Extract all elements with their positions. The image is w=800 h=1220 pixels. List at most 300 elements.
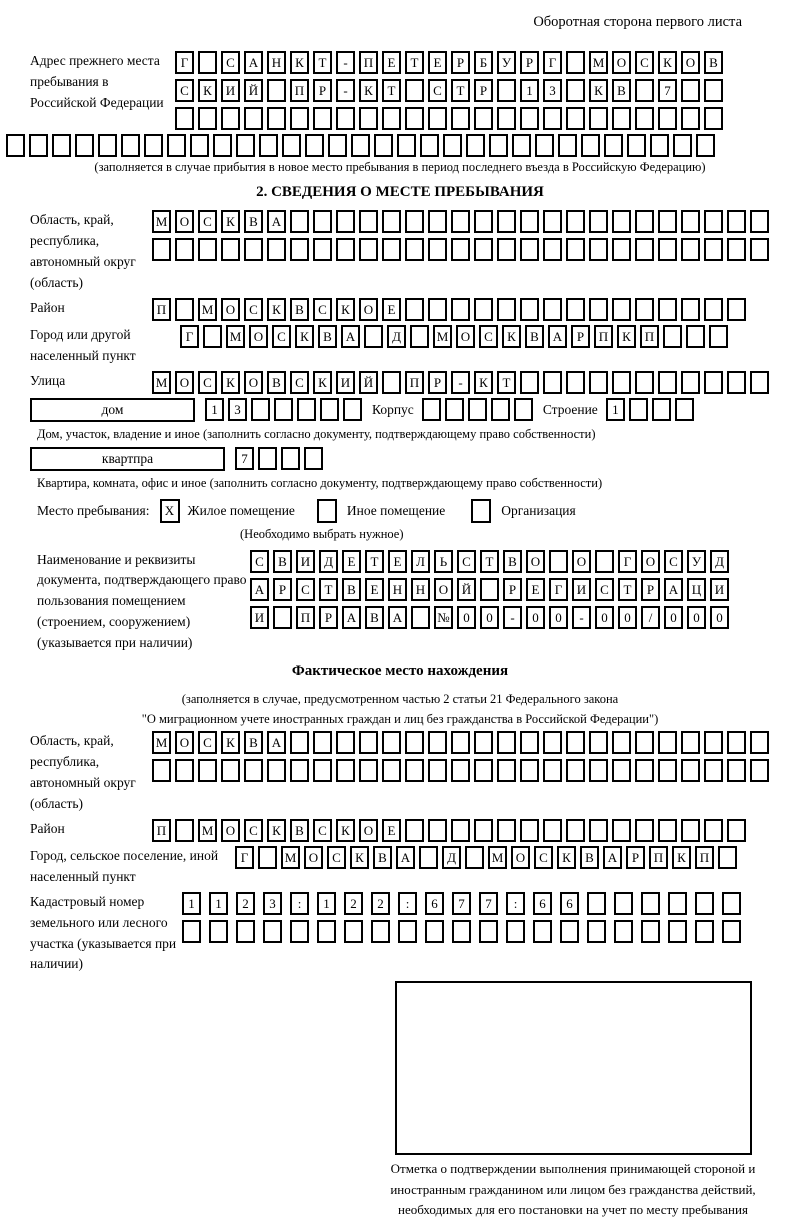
char-cell[interactable] (451, 210, 470, 233)
char-cell[interactable] (451, 759, 470, 782)
char-cell[interactable]: Т (405, 51, 424, 74)
char-cell[interactable]: Т (313, 51, 332, 74)
char-cell[interactable]: 3 (228, 398, 247, 421)
char-cell[interactable] (686, 325, 705, 348)
char-cell[interactable] (533, 920, 552, 943)
char-cell[interactable] (750, 731, 769, 754)
char-cell[interactable] (750, 759, 769, 782)
char-cell[interactable]: 3 (543, 79, 562, 102)
char-cell[interactable] (175, 819, 194, 842)
char-cell[interactable]: К (295, 325, 314, 348)
char-cell[interactable] (359, 759, 378, 782)
char-cell[interactable] (428, 210, 447, 233)
char-cell[interactable] (6, 134, 25, 157)
char-cell[interactable] (727, 210, 746, 233)
char-cell[interactable]: П (296, 606, 315, 629)
char-cell[interactable]: М (226, 325, 245, 348)
char-cell[interactable]: В (525, 325, 544, 348)
char-cell[interactable]: П (290, 79, 309, 102)
char-cell[interactable] (209, 920, 228, 943)
residence-checkbox-org[interactable] (471, 499, 491, 523)
char-cell[interactable]: К (267, 298, 286, 321)
char-cell[interactable]: А (396, 846, 415, 869)
char-cell[interactable] (543, 238, 562, 261)
char-cell[interactable] (344, 920, 363, 943)
char-cell[interactable] (274, 398, 293, 421)
char-cell[interactable] (359, 731, 378, 754)
char-cell[interactable] (520, 819, 539, 842)
char-cell[interactable]: - (336, 79, 355, 102)
char-cell[interactable]: С (534, 846, 553, 869)
char-cell[interactable]: Р (503, 578, 522, 601)
char-cell[interactable] (175, 759, 194, 782)
char-cell[interactable] (52, 134, 71, 157)
char-cell[interactable] (152, 759, 171, 782)
char-cell[interactable] (167, 134, 186, 157)
char-cell[interactable]: Н (411, 578, 430, 601)
char-cell[interactable] (635, 79, 654, 102)
char-cell[interactable]: Е (382, 819, 401, 842)
char-cell[interactable]: С (272, 325, 291, 348)
char-cell[interactable]: В (244, 731, 263, 754)
char-cell[interactable]: К (290, 51, 309, 74)
char-cell[interactable] (281, 447, 300, 470)
char-cell[interactable] (635, 210, 654, 233)
char-cell[interactable] (236, 920, 255, 943)
char-cell[interactable] (273, 606, 292, 629)
char-cell[interactable] (282, 134, 301, 157)
char-cell[interactable] (474, 238, 493, 261)
char-cell[interactable] (244, 107, 263, 130)
char-cell[interactable]: А (342, 606, 361, 629)
char-cell[interactable] (144, 134, 163, 157)
char-cell[interactable] (658, 210, 677, 233)
char-cell[interactable] (589, 759, 608, 782)
char-cell[interactable]: 7 (479, 892, 498, 915)
char-cell[interactable]: Д (387, 325, 406, 348)
char-cell[interactable]: Н (267, 51, 286, 74)
char-cell[interactable] (98, 134, 117, 157)
char-cell[interactable] (474, 819, 493, 842)
char-cell[interactable]: Е (382, 298, 401, 321)
char-cell[interactable] (297, 398, 316, 421)
char-cell[interactable]: О (511, 846, 530, 869)
char-cell[interactable] (681, 819, 700, 842)
char-cell[interactable] (474, 759, 493, 782)
char-cell[interactable] (251, 398, 270, 421)
char-cell[interactable] (635, 731, 654, 754)
char-cell[interactable] (612, 107, 631, 130)
char-cell[interactable] (549, 550, 568, 573)
char-cell[interactable] (566, 819, 585, 842)
apartment-type-box[interactable]: квартпра (30, 447, 225, 471)
char-cell[interactable]: 0 (664, 606, 683, 629)
char-cell[interactable]: 0 (618, 606, 637, 629)
char-cell[interactable] (614, 892, 633, 915)
char-cell[interactable]: М (198, 298, 217, 321)
char-cell[interactable]: О (359, 298, 378, 321)
char-cell[interactable] (560, 920, 579, 943)
char-cell[interactable] (681, 759, 700, 782)
char-cell[interactable] (658, 759, 677, 782)
char-cell[interactable]: Е (382, 51, 401, 74)
char-cell[interactable]: С (479, 325, 498, 348)
char-cell[interactable] (221, 759, 240, 782)
char-cell[interactable] (604, 134, 623, 157)
char-cell[interactable] (474, 298, 493, 321)
char-cell[interactable] (543, 371, 562, 394)
char-cell[interactable] (566, 210, 585, 233)
char-cell[interactable]: С (313, 819, 332, 842)
char-cell[interactable] (425, 920, 444, 943)
char-cell[interactable]: М (589, 51, 608, 74)
char-cell[interactable] (612, 371, 631, 394)
char-cell[interactable] (629, 398, 648, 421)
char-cell[interactable]: С (250, 550, 269, 573)
char-cell[interactable]: М (152, 210, 171, 233)
char-cell[interactable]: 2 (371, 892, 390, 915)
char-cell[interactable] (587, 892, 606, 915)
char-cell[interactable] (382, 238, 401, 261)
char-cell[interactable]: Р (520, 51, 539, 74)
char-cell[interactable] (543, 107, 562, 130)
char-cell[interactable]: О (572, 550, 591, 573)
char-cell[interactable]: В (290, 298, 309, 321)
char-cell[interactable]: Б (474, 51, 493, 74)
char-cell[interactable] (681, 371, 700, 394)
char-cell[interactable]: Т (365, 550, 384, 573)
char-cell[interactable] (635, 759, 654, 782)
char-cell[interactable] (313, 759, 332, 782)
char-cell[interactable] (750, 371, 769, 394)
residence-checkbox-inoe[interactable] (317, 499, 337, 523)
char-cell[interactable]: Р (451, 51, 470, 74)
char-cell[interactable]: К (221, 371, 240, 394)
char-cell[interactable] (267, 238, 286, 261)
char-cell[interactable] (405, 79, 424, 102)
char-cell[interactable]: А (548, 325, 567, 348)
char-cell[interactable] (474, 107, 493, 130)
char-cell[interactable] (336, 731, 355, 754)
char-cell[interactable] (520, 107, 539, 130)
char-cell[interactable] (480, 578, 499, 601)
char-cell[interactable]: А (250, 578, 269, 601)
char-cell[interactable]: Т (319, 578, 338, 601)
char-cell[interactable] (612, 210, 631, 233)
char-cell[interactable]: Е (365, 578, 384, 601)
char-cell[interactable] (405, 210, 424, 233)
char-cell[interactable] (543, 731, 562, 754)
char-cell[interactable] (398, 920, 417, 943)
char-cell[interactable] (75, 134, 94, 157)
char-cell[interactable] (121, 134, 140, 157)
char-cell[interactable] (382, 731, 401, 754)
char-cell[interactable] (641, 892, 660, 915)
char-cell[interactable]: 0 (480, 606, 499, 629)
char-cell[interactable]: Ь (434, 550, 453, 573)
char-cell[interactable]: Р (273, 578, 292, 601)
char-cell[interactable] (428, 107, 447, 130)
char-cell[interactable] (263, 920, 282, 943)
char-cell[interactable] (343, 398, 362, 421)
char-cell[interactable]: М (488, 846, 507, 869)
char-cell[interactable] (382, 759, 401, 782)
char-cell[interactable]: Т (497, 371, 516, 394)
char-cell[interactable]: О (249, 325, 268, 348)
char-cell[interactable] (152, 238, 171, 261)
char-cell[interactable] (359, 107, 378, 130)
char-cell[interactable]: К (359, 79, 378, 102)
char-cell[interactable] (313, 731, 332, 754)
char-cell[interactable] (727, 731, 746, 754)
char-cell[interactable] (581, 134, 600, 157)
char-cell[interactable]: А (603, 846, 622, 869)
char-cell[interactable] (474, 210, 493, 233)
char-cell[interactable] (428, 298, 447, 321)
char-cell[interactable]: В (290, 819, 309, 842)
char-cell[interactable] (451, 731, 470, 754)
char-cell[interactable]: И (221, 79, 240, 102)
char-cell[interactable] (658, 107, 677, 130)
char-cell[interactable] (587, 920, 606, 943)
char-cell[interactable]: В (704, 51, 723, 74)
char-cell[interactable] (497, 819, 516, 842)
char-cell[interactable] (445, 398, 464, 421)
char-cell[interactable] (317, 920, 336, 943)
char-cell[interactable] (422, 398, 441, 421)
char-cell[interactable]: О (221, 298, 240, 321)
char-cell[interactable] (566, 298, 585, 321)
char-cell[interactable]: В (503, 550, 522, 573)
char-cell[interactable] (635, 107, 654, 130)
char-cell[interactable] (658, 819, 677, 842)
char-cell[interactable]: П (405, 371, 424, 394)
char-cell[interactable] (589, 107, 608, 130)
char-cell[interactable]: 0 (687, 606, 706, 629)
char-cell[interactable] (497, 298, 516, 321)
char-cell[interactable] (589, 298, 608, 321)
char-cell[interactable] (704, 79, 723, 102)
char-cell[interactable] (405, 759, 424, 782)
char-cell[interactable] (650, 134, 669, 157)
char-cell[interactable]: В (373, 846, 392, 869)
char-cell[interactable] (681, 210, 700, 233)
char-cell[interactable] (371, 920, 390, 943)
char-cell[interactable] (258, 447, 277, 470)
char-cell[interactable] (635, 298, 654, 321)
char-cell[interactable] (190, 134, 209, 157)
char-cell[interactable] (213, 134, 232, 157)
char-cell[interactable]: С (595, 578, 614, 601)
char-cell[interactable] (451, 819, 470, 842)
char-cell[interactable] (497, 759, 516, 782)
char-cell[interactable] (267, 79, 286, 102)
char-cell[interactable]: Р (313, 79, 332, 102)
char-cell[interactable]: : (506, 892, 525, 915)
char-cell[interactable]: - (336, 51, 355, 74)
char-cell[interactable]: М (433, 325, 452, 348)
char-cell[interactable]: П (649, 846, 668, 869)
char-cell[interactable] (652, 398, 671, 421)
char-cell[interactable]: Г (235, 846, 254, 869)
char-cell[interactable] (405, 819, 424, 842)
char-cell[interactable] (668, 892, 687, 915)
char-cell[interactable]: В (580, 846, 599, 869)
char-cell[interactable] (244, 238, 263, 261)
char-cell[interactable] (681, 79, 700, 102)
char-cell[interactable] (382, 107, 401, 130)
char-cell[interactable]: Н (388, 578, 407, 601)
residence-checkbox-zhiloe[interactable]: X (160, 499, 180, 523)
char-cell[interactable] (681, 298, 700, 321)
char-cell[interactable] (336, 238, 355, 261)
char-cell[interactable]: Р (641, 578, 660, 601)
char-cell[interactable] (727, 298, 746, 321)
char-cell[interactable] (451, 238, 470, 261)
char-cell[interactable]: Е (388, 550, 407, 573)
char-cell[interactable]: 1 (520, 79, 539, 102)
char-cell[interactable] (543, 210, 562, 233)
char-cell[interactable]: К (672, 846, 691, 869)
char-cell[interactable] (704, 210, 723, 233)
char-cell[interactable]: С (296, 578, 315, 601)
char-cell[interactable]: С (290, 371, 309, 394)
char-cell[interactable] (566, 371, 585, 394)
char-cell[interactable] (704, 759, 723, 782)
char-cell[interactable] (520, 210, 539, 233)
char-cell[interactable]: 0 (457, 606, 476, 629)
char-cell[interactable] (259, 134, 278, 157)
char-cell[interactable]: О (175, 371, 194, 394)
char-cell[interactable]: К (350, 846, 369, 869)
char-cell[interactable] (589, 210, 608, 233)
char-cell[interactable] (428, 819, 447, 842)
char-cell[interactable] (290, 210, 309, 233)
char-cell[interactable] (612, 819, 631, 842)
char-cell[interactable] (589, 731, 608, 754)
char-cell[interactable] (443, 134, 462, 157)
char-cell[interactable] (566, 79, 585, 102)
char-cell[interactable]: С (327, 846, 346, 869)
char-cell[interactable]: К (502, 325, 521, 348)
char-cell[interactable]: Г (549, 578, 568, 601)
char-cell[interactable] (221, 107, 240, 130)
char-cell[interactable]: В (365, 606, 384, 629)
char-cell[interactable] (722, 920, 741, 943)
char-cell[interactable]: Р (571, 325, 590, 348)
char-cell[interactable]: А (388, 606, 407, 629)
char-cell[interactable] (405, 107, 424, 130)
char-cell[interactable]: 2 (344, 892, 363, 915)
char-cell[interactable]: П (640, 325, 659, 348)
char-cell[interactable] (313, 238, 332, 261)
char-cell[interactable]: Г (180, 325, 199, 348)
char-cell[interactable]: 2 (236, 892, 255, 915)
char-cell[interactable]: А (664, 578, 683, 601)
char-cell[interactable]: К (589, 79, 608, 102)
char-cell[interactable] (566, 238, 585, 261)
char-cell[interactable]: О (221, 819, 240, 842)
char-cell[interactable] (451, 107, 470, 130)
char-cell[interactable] (304, 447, 323, 470)
char-cell[interactable] (750, 210, 769, 233)
char-cell[interactable]: О (681, 51, 700, 74)
char-cell[interactable] (244, 759, 263, 782)
char-cell[interactable] (410, 325, 429, 348)
char-cell[interactable]: А (267, 210, 286, 233)
char-cell[interactable] (566, 107, 585, 130)
char-cell[interactable]: К (336, 298, 355, 321)
char-cell[interactable] (709, 325, 728, 348)
char-cell[interactable] (258, 846, 277, 869)
char-cell[interactable] (198, 51, 217, 74)
house-type-box[interactable]: дом (30, 398, 195, 422)
char-cell[interactable] (221, 238, 240, 261)
char-cell[interactable] (336, 759, 355, 782)
char-cell[interactable] (695, 920, 714, 943)
char-cell[interactable] (374, 134, 393, 157)
char-cell[interactable]: - (451, 371, 470, 394)
char-cell[interactable] (491, 398, 510, 421)
char-cell[interactable]: 0 (526, 606, 545, 629)
char-cell[interactable] (313, 107, 332, 130)
char-cell[interactable] (328, 134, 347, 157)
char-cell[interactable] (182, 920, 201, 943)
char-cell[interactable] (290, 107, 309, 130)
char-cell[interactable] (290, 238, 309, 261)
char-cell[interactable] (506, 920, 525, 943)
char-cell[interactable] (419, 846, 438, 869)
char-cell[interactable]: П (695, 846, 714, 869)
char-cell[interactable] (497, 238, 516, 261)
char-cell[interactable]: О (641, 550, 660, 573)
char-cell[interactable] (305, 134, 324, 157)
char-cell[interactable] (658, 731, 677, 754)
char-cell[interactable]: О (175, 731, 194, 754)
char-cell[interactable] (520, 238, 539, 261)
char-cell[interactable] (589, 819, 608, 842)
char-cell[interactable] (627, 134, 646, 157)
char-cell[interactable]: К (658, 51, 677, 74)
char-cell[interactable]: - (503, 606, 522, 629)
char-cell[interactable]: Р (474, 79, 493, 102)
char-cell[interactable]: С (175, 79, 194, 102)
char-cell[interactable]: И (296, 550, 315, 573)
char-cell[interactable]: Т (382, 79, 401, 102)
char-cell[interactable] (612, 298, 631, 321)
char-cell[interactable] (198, 238, 217, 261)
char-cell[interactable] (468, 398, 487, 421)
char-cell[interactable] (614, 920, 633, 943)
char-cell[interactable] (198, 107, 217, 130)
char-cell[interactable]: 6 (533, 892, 552, 915)
char-cell[interactable]: У (497, 51, 516, 74)
char-cell[interactable] (727, 238, 746, 261)
char-cell[interactable] (267, 759, 286, 782)
char-cell[interactable]: О (526, 550, 545, 573)
char-cell[interactable] (489, 134, 508, 157)
char-cell[interactable]: А (341, 325, 360, 348)
char-cell[interactable]: С (221, 51, 240, 74)
char-cell[interactable]: № (434, 606, 453, 629)
char-cell[interactable] (727, 371, 746, 394)
char-cell[interactable]: 1 (317, 892, 336, 915)
char-cell[interactable]: У (687, 550, 706, 573)
char-cell[interactable]: О (304, 846, 323, 869)
char-cell[interactable]: К (557, 846, 576, 869)
char-cell[interactable] (497, 731, 516, 754)
char-cell[interactable]: П (594, 325, 613, 348)
